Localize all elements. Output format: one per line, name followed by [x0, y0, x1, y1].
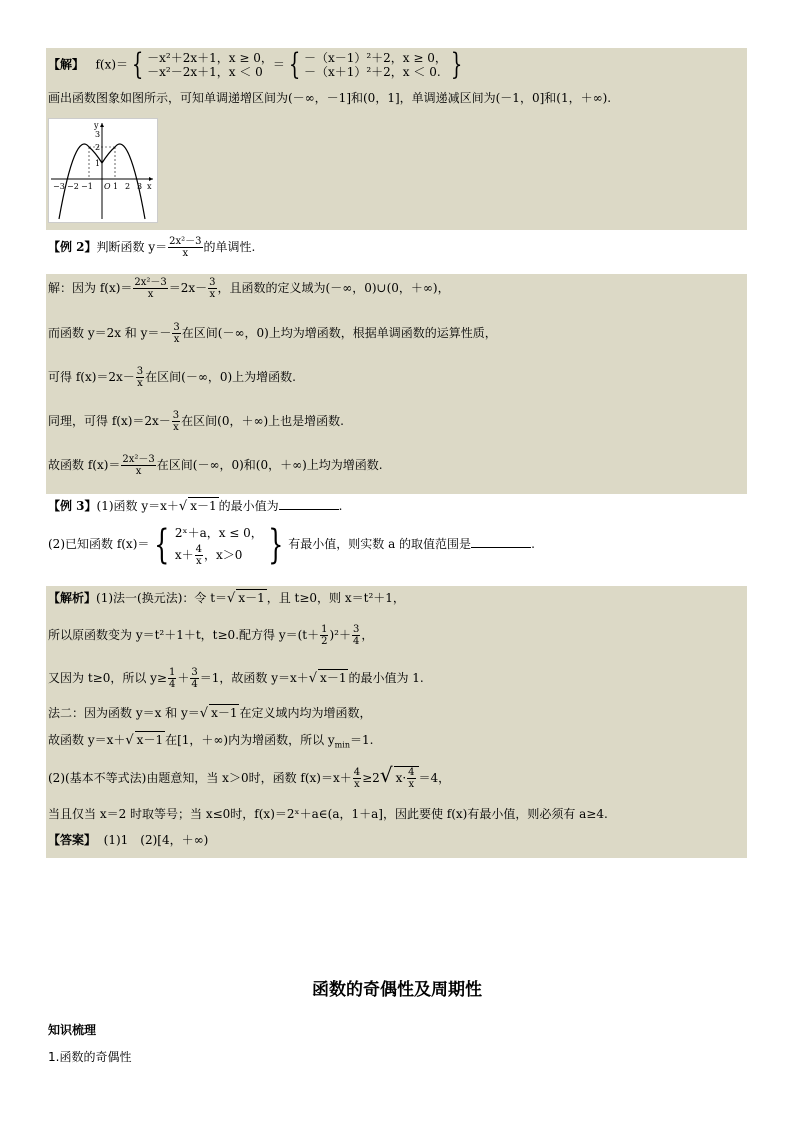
example2: 【例 2】判断函数 y＝ $\frac{\text{2x²－3}}{x}$ 的单调性. — [48, 236, 256, 259]
answer-blank-2[interactable] — [471, 537, 531, 548]
answer-blank-1[interactable] — [279, 499, 339, 510]
function-graph — [48, 118, 158, 223]
example3-part2: (2)已知函数 f(x)＝ { 2ˣ＋a，x ≤ 0， x＋ $\frac{4}{x}$ ，x＞0 } 有最小值，则实数 a 的取值范围是 . — [48, 521, 535, 568]
solution1-line1: 【解】 f(x)＝ { －x²＋2x＋1，x ≥ 0， －x²－2x＋1，x ＜ 0＝ { －（x－1）²＋2，x ≥ 0， －（x＋1）²＋2，x ＜ 0. } — [48, 47, 463, 82]
section-title: 函数的奇偶性及周期性 — [312, 980, 482, 1000]
y-axis-arrow-icon — [100, 123, 104, 127]
section-item1: 1.函数的奇偶性 — [48, 1050, 132, 1064]
x-axis-arrow-icon — [149, 177, 153, 181]
solution3-line1: 【解析】(1)法一(换元法)：令 t＝√ x－1 ，且 t≥0，则 x＝t²＋1， — [48, 591, 405, 606]
ytick-3: 3 — [95, 130, 101, 139]
solution2-line5: 故函数 f(x)＝ $\frac{\text{2x²－3}}{x}$ 在区间(－∞，0)和(0，＋∞)上均为增函数. — [48, 454, 383, 477]
xtick-1: 1 — [113, 182, 119, 191]
solution2-line1: 解：因为 f(x)＝ $\frac{\text{2x²－3}}{x}$ ＝2x－ $\frac{3}{x}$ ，且函数的定义域为(－∞，0)∪(0，＋∞)， — [48, 277, 450, 300]
y-axis-label: y — [94, 121, 99, 130]
example3-part1: 【例 3】(1)函数 y＝x＋√ x－1 的最小值为 . — [48, 499, 343, 514]
solution2-line2: 而函数 y＝2x 和 y＝－ $\frac{3}{x}$ 在区间(－∞，0)上均为增函数，根据单调函数的运算性质， — [48, 322, 497, 345]
solution2-line4: 同理，可得 f(x)＝2x－ $\frac{3}{x}$ 在区间(0，＋∞)上也是增函数. — [48, 410, 344, 433]
ytick-2: 2 — [95, 143, 101, 152]
xtick-2: 2 — [125, 182, 131, 191]
origin-label: O — [104, 182, 111, 191]
solution3-line7: 当且仅当 x＝2 时取等号；当 x≤0时，f(x)＝2ˣ＋a∈(a，1＋a]，因此要使 f(x)有最小值，则必须有 a≥4. — [48, 807, 608, 821]
xtick-neg3: −3 — [53, 182, 65, 191]
solution3-line2: 所以原函数变为 y＝t²＋1＋t，t≥0.配方得 y＝(t＋ $\frac{1}{2}$ )²＋ $\frac{3}{4}$ ， — [48, 624, 374, 647]
xtick-neg1: −1 — [81, 182, 93, 191]
graph-svg — [49, 119, 157, 222]
solution1-line2: 画出函数图象如图所示，可知单调递增区间为(－∞，－1]和(0，1]，单调递减区间为(－1，0]和(1，＋∞). — [48, 91, 612, 105]
ytick-1: 1 — [95, 159, 101, 168]
x-axis-label: x — [147, 182, 152, 191]
solution-label: 【解】 — [48, 57, 85, 72]
solution3-line3: 又因为 t≥0，所以 y≥ $\frac{1}{4}$ ＋ $\frac{3}{4}$ ＝1，故函数 y＝x＋√ x－1 的最小值为 1. — [48, 667, 424, 690]
solution2-line3: 可得 f(x)＝2x－ $\frac{3}{x}$ 在区间(－∞，0)上为增函数. — [48, 366, 296, 389]
xtick-3: 3 — [137, 182, 143, 191]
xtick-neg2: −2 — [67, 182, 79, 191]
solution3-line6: (2)(基本不等式法)由题意知，当 x＞0时，函数 f(x)＝x＋ $\frac{4}{x}$ ≥2√ x· $\frac{4}{x}$ ＝4， — [48, 763, 451, 790]
solution3-line5: 故函数 y＝x＋√ x－1 在[1，＋∞)内为增函数，所以 $y_{min}=1$. — [48, 733, 374, 750]
section-subtitle: 知识梳理 — [48, 1023, 97, 1037]
answer-line: 【答案】 (1)1 (2)[4，＋∞) — [48, 833, 209, 847]
solution3-line4: 法二：因为函数 y＝x 和 y＝√ x－1 在定义域内均为增函数， — [48, 706, 372, 721]
